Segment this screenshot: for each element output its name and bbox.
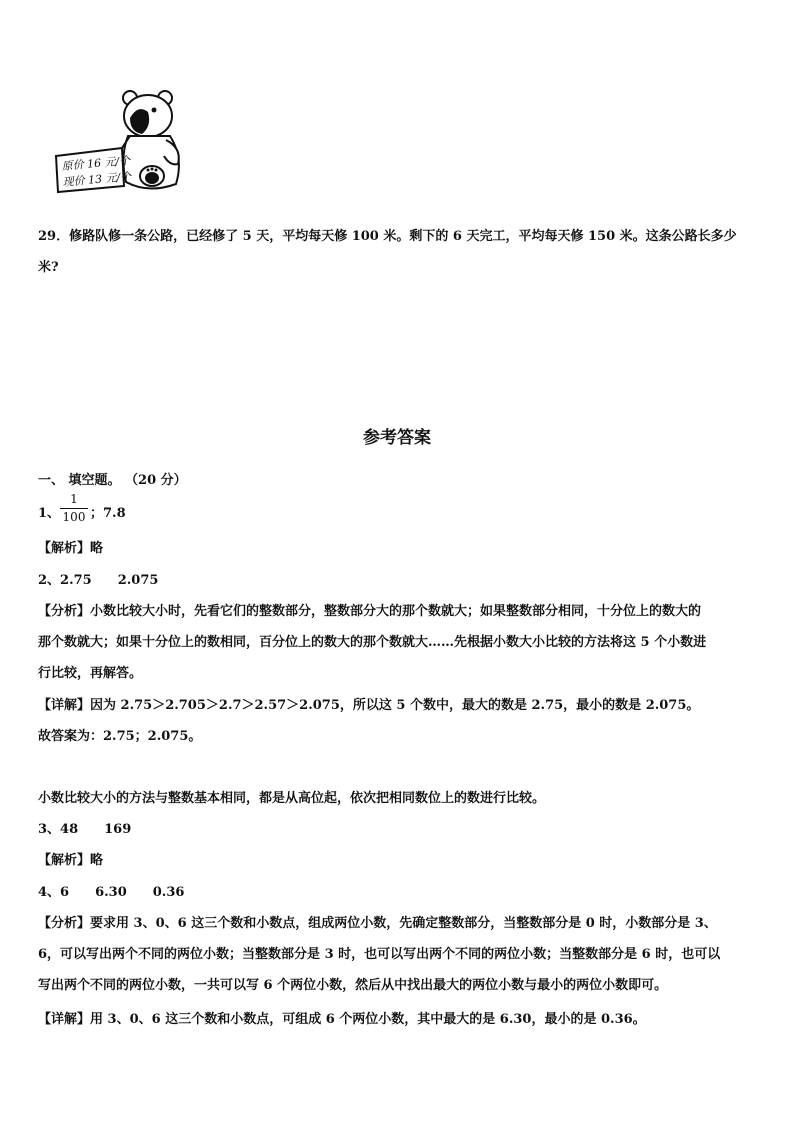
answer-2-note: 小数比较大小的方法与整数基本相同，都是从高位起，依次把相同数位上的数进行比较。 <box>38 791 546 806</box>
fraction-bar <box>60 508 88 509</box>
answer-2-xiangjie: 【详解】因为 2.75＞2.705＞2.7＞2.57＞2.075，所以这 5 个数中，最大的数是 2.75，最小的数是 2.075。 <box>38 698 700 713</box>
answer-2-values <box>38 572 158 590</box>
answer-3-value-1: 3、48 <box>38 822 79 837</box>
answer-2-fenxi-line-3: 行比较，再解答。 <box>38 666 143 681</box>
question-29-line-1: 29．修路队修一条公路，已经修了 5 天，平均每天修 100 米。剩下的 6 天完工，平均每天修 150 米。这条公路长多少 <box>38 229 737 244</box>
answer-1-prefix: 1、 <box>38 506 61 521</box>
answer-4-values <box>38 884 184 902</box>
answer-4-xiangjie: 【详解】用 3、0、6 这三个数和小数点，可组成 6 个两位小数，其中最大的是 6.30，最小的是 0.36。 <box>38 1012 646 1027</box>
answer-4-value-3: 0.36 <box>152 885 185 900</box>
answer-2-fenxi-line-1: 【分析】小数比较大小时，先看它们的整数部分，整数部分大的那个数就大；如果整数部分相同，十分位上的数大的 <box>38 604 702 619</box>
question-29-line-2: 米? <box>38 260 59 275</box>
price-sign-original: 原价 16 元/个 <box>61 154 131 173</box>
answers-title: 参考答案 <box>363 428 431 448</box>
answer-1-analysis: 【解析】略 <box>38 541 104 556</box>
answer-2-value-2: 2.075 <box>117 573 159 588</box>
answer-4-fenxi-line-1: 【分析】要求用 3、0、6 这三个数和小数点，组成两位小数，先确定整数部分，当整数部分是 0 时，小数部分是 3、 <box>38 916 717 931</box>
answer-4-fenxi-line-2: 6，可以写出两个不同的两位小数；当整数部分是 3 时，也可以写出两个不同的两位小数；当整数部分是 6 时，也可以 <box>38 947 721 962</box>
answer-4-value-1: 4、6 <box>38 885 70 900</box>
answer-2-value-1: 2、2.75 <box>38 573 92 588</box>
bear-with-price-sign-illustration <box>52 86 192 198</box>
section-1-heading: 一、 填空题。 （20 分） <box>38 473 187 488</box>
answer-3-analysis: 【解析】略 <box>38 853 104 868</box>
answer-1-rest: ；7.8 <box>90 506 126 521</box>
price-sign-current: 现价 13 元/个 <box>62 170 132 189</box>
answer-3-values <box>38 821 131 839</box>
answer-4-value-2: 6.30 <box>95 885 127 900</box>
answer-3-value-2: 169 <box>104 822 132 837</box>
fraction-numerator: 1 <box>70 492 78 506</box>
fraction-denominator: 100 <box>62 510 86 524</box>
answer-1-fraction <box>60 492 88 525</box>
answer-2-fenxi-line-2: 那个数就大；如果十分位上的数相同，百分位上的数大的那个数就大……先根据小数大小比较的方法将这 5 个小数进 <box>38 635 707 650</box>
answer-4-fenxi-line-3: 写出两个不同的两位小数，一共可以写 6 个两位小数，然后从中找出最大的两位小数与最小的两位小数即可。 <box>38 978 668 993</box>
answer-2-answer: 故答案为：2.75；2.075。 <box>38 729 202 744</box>
